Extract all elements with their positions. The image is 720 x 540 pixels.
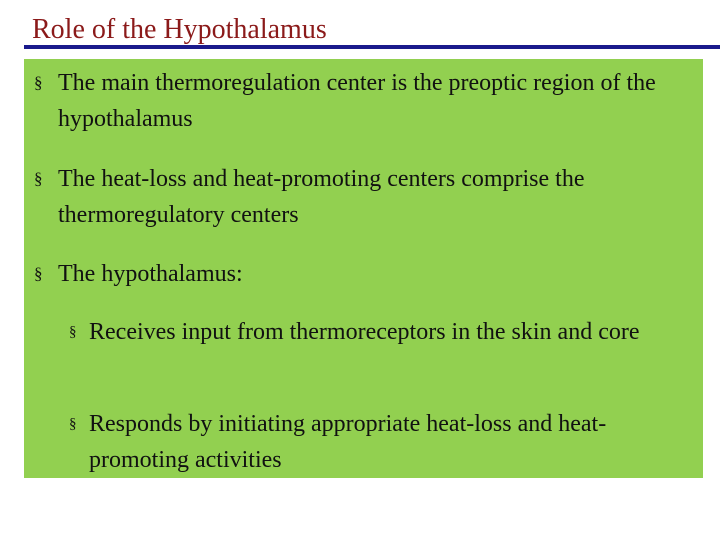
bullet-marker-icon: § — [34, 264, 43, 283]
sub-bullet-text: Receives input from thermoreceptors in the skin and core — [89, 319, 640, 345]
bullet-marker-icon: § — [69, 416, 77, 432]
sub-bullet-item — [69, 314, 701, 350]
bullet-text: The heat-loss and heat-promoting centers comprise the thermoregulatory centers — [58, 166, 585, 228]
bullet-text: The hypothalamus: — [58, 261, 243, 287]
content-box — [24, 59, 703, 478]
bullet-item — [34, 161, 688, 233]
bullet-marker-icon: § — [69, 324, 77, 340]
bullet-marker-icon: § — [34, 73, 43, 92]
bullet-text: The main thermoregulation center is the preoptic region of the hypothalamus — [58, 70, 656, 132]
sub-bullet-item — [69, 406, 701, 478]
sub-bullet-text: Responds by initiating appropriate heat-loss and heat-promoting activities — [89, 411, 607, 473]
title-underline — [24, 45, 720, 49]
slide-title: Role of the Hypothalamus — [32, 14, 327, 45]
bullet-item — [34, 65, 688, 137]
bullet-item — [34, 256, 688, 292]
bullet-marker-icon: § — [34, 169, 43, 188]
